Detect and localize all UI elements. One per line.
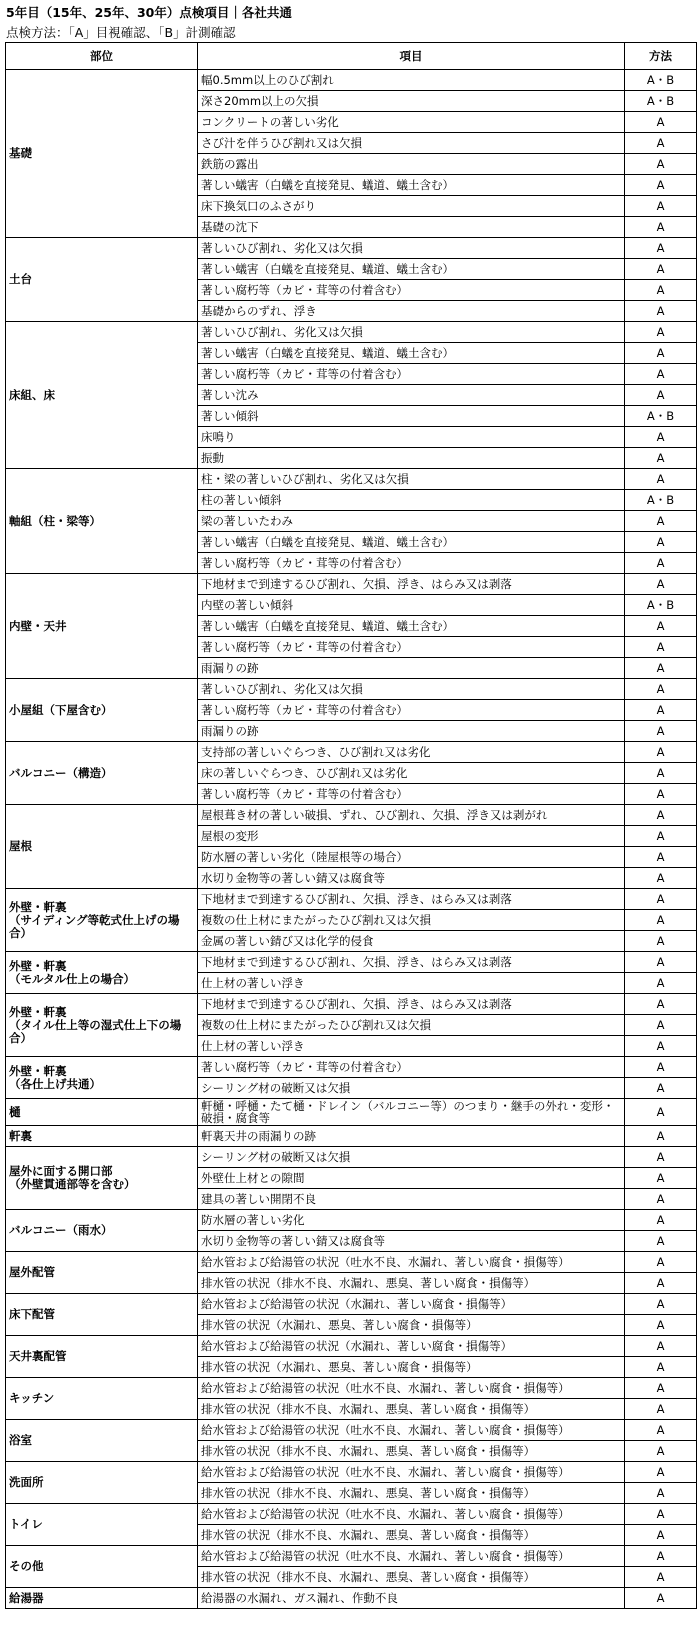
item-cell: 防水層の著しい劣化（陸屋根等の場合） — [198, 847, 625, 868]
item-cell: 下地材まで到達するひび割れ、欠損、浮き、はらみ又は剥落 — [198, 994, 625, 1015]
method-cell: A — [625, 1057, 697, 1078]
item-cell: 給水管および給湯管の状況（水漏れ、著しい腐食・損傷等） — [198, 1294, 625, 1315]
method-cell: A — [625, 1210, 697, 1231]
part-cell — [6, 322, 198, 469]
part-label-line: 床下配管 — [9, 1307, 55, 1321]
item-cell: コンクリートの著しい劣化 — [198, 112, 625, 133]
item-cell: 著しい蟻害（白蟻を直接発見、蟻道、蟻土含む） — [198, 532, 625, 553]
part-cell — [6, 238, 198, 322]
part-cell — [6, 1420, 198, 1462]
method-cell: A — [625, 763, 697, 784]
part-label-line: バルコニー（雨水） — [9, 1223, 113, 1237]
item-cell: シーリング材の破断又は欠損 — [198, 1147, 625, 1168]
method-cell: A — [625, 1078, 697, 1099]
table-row — [6, 70, 697, 91]
table-row — [6, 238, 697, 259]
method-cell: A — [625, 700, 697, 721]
method-cell: A — [625, 721, 697, 742]
item-cell: 排水管の状況（排水不良、水漏れ、悪臭、著しい腐食・損傷等） — [198, 1483, 625, 1504]
item-cell: シーリング材の破断又は欠損 — [198, 1078, 625, 1099]
method-cell: A — [625, 742, 697, 763]
part-label-line: 浴室 — [9, 1433, 32, 1447]
part-cell — [6, 742, 198, 805]
method-cell: A — [625, 301, 697, 322]
part-label-line: 合） — [9, 1030, 32, 1045]
item-cell: 著しい腐朽等（カビ・茸等の付着含む） — [198, 364, 625, 385]
part-label-line: （サイディング等乾式仕上げの場 — [9, 912, 180, 927]
method-cell: A — [625, 469, 697, 490]
part-cell — [6, 1294, 198, 1336]
item-cell: 仕上材の著しい浮き — [198, 1036, 625, 1057]
method-cell: A — [625, 973, 697, 994]
item-cell: 複数の仕上材にまたがったひび割れ又は欠損 — [198, 910, 625, 931]
item-cell: 著しい沈み — [198, 385, 625, 406]
item-cell: 振動 — [198, 448, 625, 469]
method-cell: A — [625, 805, 697, 826]
part-label-line: 外壁・軒裏 — [9, 958, 67, 973]
part-label-line: 基礎 — [9, 146, 32, 160]
method-cell: A — [625, 133, 697, 154]
method-cell: A — [625, 952, 697, 973]
inspection-table — [5, 42, 697, 1609]
item-cell: 著しいひび割れ、劣化又は欠損 — [198, 238, 625, 259]
part-cell — [6, 469, 198, 574]
method-cell: A — [625, 1567, 697, 1588]
item-cell: 著しい蟻害（白蟻を直接発見、蟻道、蟻土含む） — [198, 175, 625, 196]
item-cell: 建具の著しい開閉不良 — [198, 1189, 625, 1210]
part-label-line: 樋 — [9, 1104, 21, 1119]
item-cell: 水切り金物等の著しい錆又は腐食等 — [198, 868, 625, 889]
method-cell: A — [625, 1036, 697, 1057]
item-cell: 排水管の状況（排水不良、水漏れ、悪臭、著しい腐食・損傷等） — [198, 1441, 625, 1462]
method-cell: A — [625, 847, 697, 868]
part-label-line: 外壁・軒裏 — [9, 1004, 67, 1019]
part-cell — [6, 70, 198, 238]
part-cell — [6, 1462, 198, 1504]
part-cell — [6, 1147, 198, 1210]
method-cell: A — [625, 1315, 697, 1336]
table-row — [6, 1588, 697, 1609]
item-cell: 給湯器の水漏れ、ガス漏れ、作動不良 — [198, 1588, 625, 1609]
item-cell: 基礎からのずれ、浮き — [198, 301, 625, 322]
item-cell: 屋根の変形 — [198, 826, 625, 847]
item-cell: 下地材まで到達するひび割れ、欠損、浮き、はらみ又は剥落 — [198, 952, 625, 973]
item-cell: 排水管の状況（排水不良、水漏れ、悪臭、著しい腐食・損傷等） — [198, 1273, 625, 1294]
item-cell: 著しい蟻害（白蟻を直接発見、蟻道、蟻土含む） — [198, 259, 625, 280]
item-cell: 床下換気口のふさがり — [198, 196, 625, 217]
method-cell: A — [625, 1015, 697, 1036]
part-label-line: （各仕上げ共通） — [9, 1076, 101, 1091]
method-cell: A — [625, 1546, 697, 1567]
part-cell — [6, 1099, 198, 1126]
table-row — [6, 1210, 697, 1231]
item-cell: 給水管および給湯管の状況（吐水不良、水漏れ、著しい腐食・損傷等） — [198, 1504, 625, 1525]
part-label-line: 屋外配管 — [9, 1265, 55, 1279]
item-cell: 仕上材の著しい浮き — [198, 973, 625, 994]
item-cell: 著しい腐朽等（カビ・茸等の付着含む） — [198, 553, 625, 574]
method-cell: A — [625, 1357, 697, 1378]
item-cell: 著しいひび割れ、劣化又は欠損 — [198, 679, 625, 700]
part-label-line: 土台 — [9, 272, 32, 286]
table-row — [6, 322, 697, 343]
item-cell: 給水管および給湯管の状況（吐水不良、水漏れ、著しい腐食・損傷等） — [198, 1378, 625, 1399]
item-cell: 排水管の状況（水漏れ、悪臭、著しい腐食・損傷等） — [198, 1315, 625, 1336]
table-row — [6, 952, 697, 973]
part-label-line: 小屋組（下屋含む） — [9, 702, 113, 717]
method-cell: A — [625, 259, 697, 280]
item-cell: 排水管の状況（排水不良、水漏れ、悪臭、著しい腐食・損傷等） — [198, 1399, 625, 1420]
page-title: 5年目（15年、25年、30年）点検項目｜各社共通 — [6, 5, 292, 20]
item-cell: 幅0.5mm以上のひび割れ — [198, 70, 625, 91]
method-cell: A — [625, 1252, 697, 1273]
item-cell: 支持部の著しいぐらつき、ひび割れ又は劣化 — [198, 742, 625, 763]
method-cell: A — [625, 1504, 697, 1525]
item-cell: 屋根葺き材の著しい破損、ずれ、ひび割れ、欠損、浮き又は剥がれ — [198, 805, 625, 826]
part-label-line: 床組、床 — [9, 387, 55, 402]
part-label-line: 合） — [9, 925, 32, 940]
item-cell: 鉄筋の露出 — [198, 154, 625, 175]
method-cell: A — [625, 994, 697, 1015]
method-cell: A — [625, 1126, 697, 1147]
method-cell: A — [625, 511, 697, 532]
item-cell: 下地材まで到達するひび割れ、欠損、浮き、はらみ又は剥落 — [198, 574, 625, 595]
table-row — [6, 469, 697, 490]
table-row — [6, 994, 697, 1015]
table-row — [6, 1099, 697, 1126]
method-cell: A — [625, 532, 697, 553]
part-cell — [6, 1126, 198, 1147]
method-cell: A — [625, 1420, 697, 1441]
table-row — [6, 1057, 697, 1078]
item-cell: 著しい腐朽等（カビ・茸等の付着含む） — [198, 280, 625, 301]
method-cell: A — [625, 637, 697, 658]
part-label-line: 内壁・天井 — [9, 618, 67, 633]
method-cell: A — [625, 910, 697, 931]
method-cell: A — [625, 343, 697, 364]
method-cell: A・B — [625, 91, 697, 112]
item-cell: 雨漏りの跡 — [198, 658, 625, 679]
method-cell: A — [625, 616, 697, 637]
part-cell — [6, 1504, 198, 1546]
item-cell: 著しい腐朽等（カビ・茸等の付着含む） — [198, 637, 625, 658]
item-cell: 複数の仕上材にまたがったひび割れ又は欠損 — [198, 1015, 625, 1036]
part-label-line: 屋外に面する開口部 — [9, 1164, 113, 1178]
column-header-item: 項目 — [198, 43, 625, 70]
item-cell: 柱の著しい傾斜 — [198, 490, 625, 511]
column-header-method: 方法 — [625, 43, 697, 70]
item-cell: 外壁仕上材との隙間 — [198, 1168, 625, 1189]
item-cell: 著しい傾斜 — [198, 406, 625, 427]
method-cell: A — [625, 1336, 697, 1357]
method-cell: A — [625, 1399, 697, 1420]
method-cell: A — [625, 826, 697, 847]
part-cell — [6, 1378, 198, 1420]
method-cell: A — [625, 322, 697, 343]
method-cell: A — [625, 175, 697, 196]
method-cell: A — [625, 1441, 697, 1462]
method-cell: A — [625, 868, 697, 889]
part-label-line: 外壁・軒裏 — [9, 899, 67, 914]
item-cell: 軒裏天井の雨漏りの跡 — [198, 1126, 625, 1147]
item-cell: 梁の著しいたわみ — [198, 511, 625, 532]
part-label-line: （タイル仕上等の湿式仕上下の場 — [9, 1017, 182, 1032]
item-cell: 著しい蟻害（白蟻を直接発見、蟻道、蟻土含む） — [198, 616, 625, 637]
part-cell — [6, 889, 198, 952]
part-cell — [6, 1210, 198, 1252]
part-cell — [6, 1057, 198, 1099]
item-cell: 著しい腐朽等（カビ・茸等の付着含む） — [198, 784, 625, 805]
part-cell — [6, 679, 198, 742]
method-cell: A — [625, 889, 697, 910]
item-cell: 雨漏りの跡 — [198, 721, 625, 742]
part-cell — [6, 1252, 198, 1294]
item-cell: 深さ20mm以上の欠損 — [198, 91, 625, 112]
table-row — [6, 1420, 697, 1441]
item-cell: さび汁を伴うひび割れ又は欠損 — [198, 133, 625, 154]
method-cell: A — [625, 196, 697, 217]
method-cell: A — [625, 658, 697, 679]
method-cell: A — [625, 280, 697, 301]
table-body — [6, 70, 697, 1609]
item-cell: 排水管の状況（水漏れ、悪臭、著しい腐食・損傷等） — [198, 1357, 625, 1378]
item-cell: 給水管および給湯管の状況（吐水不良、水漏れ、著しい腐食・損傷等） — [198, 1252, 625, 1273]
part-cell — [6, 994, 198, 1057]
method-cell: A — [625, 931, 697, 952]
method-cell: A — [625, 1378, 697, 1399]
part-label-line: 天井裏配管 — [9, 1349, 67, 1363]
part-label-line: 外壁・軒裏 — [9, 1063, 67, 1078]
part-label-line: その他 — [9, 1559, 44, 1573]
method-cell: A — [625, 1231, 697, 1252]
item-cell: 著しいひび割れ、劣化又は欠損 — [198, 322, 625, 343]
item-cell: 柱・梁の著しいひび割れ、劣化又は欠損 — [198, 469, 625, 490]
item-cell: 防水層の著しい劣化 — [198, 1210, 625, 1231]
method-note: 点検方法：「A」目視確認、「B」計測確認 — [6, 25, 236, 40]
table-row — [6, 1126, 697, 1147]
table-row — [6, 1147, 697, 1168]
method-cell: A — [625, 385, 697, 406]
method-cell: A — [625, 1462, 697, 1483]
item-cell: 給水管および給湯管の状況（吐水不良、水漏れ、著しい腐食・損傷等） — [198, 1546, 625, 1567]
part-cell — [6, 1336, 198, 1378]
table-row — [6, 574, 697, 595]
method-cell: A — [625, 553, 697, 574]
item-cell: 著しい蟻害（白蟻を直接発見、蟻道、蟻土含む） — [198, 343, 625, 364]
part-cell — [6, 805, 198, 889]
table-row — [6, 1504, 697, 1525]
table-row — [6, 1546, 697, 1567]
method-cell: A — [625, 1147, 697, 1168]
method-cell: A — [625, 427, 697, 448]
table-row — [6, 1378, 697, 1399]
item-cell: 給水管および給湯管の状況（吐水不良、水漏れ、著しい腐食・損傷等） — [198, 1462, 625, 1483]
part-cell — [6, 574, 198, 679]
table-row — [6, 889, 697, 910]
part-label-line: 軸組（柱・梁等） — [9, 513, 101, 528]
part-label-line: 屋根 — [9, 839, 32, 853]
part-label-line: 軒裏 — [9, 1128, 32, 1143]
table-header-row — [6, 43, 697, 70]
part-cell — [6, 1588, 198, 1609]
item-cell: 床鳴り — [198, 427, 625, 448]
method-cell: A・B — [625, 490, 697, 511]
method-cell: A — [625, 238, 697, 259]
item-cell: 水切り金物等の著しい錆又は腐食等 — [198, 1231, 625, 1252]
table-row — [6, 1336, 697, 1357]
item-cell: 内壁の著しい傾斜 — [198, 595, 625, 616]
method-cell: A・B — [625, 406, 697, 427]
method-cell: A — [625, 364, 697, 385]
method-cell: A — [625, 574, 697, 595]
item-cell: 排水管の状況（排水不良、水漏れ、悪臭、著しい腐食・損傷等） — [198, 1525, 625, 1546]
table-row — [6, 805, 697, 826]
column-header-part: 部位 — [6, 43, 198, 70]
item-cell: 床の著しいぐらつき、ひび割れ又は劣化 — [198, 763, 625, 784]
item-cell: 著しい腐朽等（カビ・茸等の付着含む） — [198, 700, 625, 721]
item-cell: 金属の著しい錆び又は化学的侵食 — [198, 931, 625, 952]
method-cell: A — [625, 1273, 697, 1294]
method-cell: A — [625, 1483, 697, 1504]
method-cell: A — [625, 217, 697, 238]
part-label-line: キッチン — [9, 1391, 55, 1405]
table-row — [6, 742, 697, 763]
item-cell: 著しい腐朽等（カビ・茸等の付着含む） — [198, 1057, 625, 1078]
method-cell: A・B — [625, 70, 697, 91]
table-row — [6, 1252, 697, 1273]
method-cell: A — [625, 1525, 697, 1546]
part-label-line: 洗面所 — [9, 1475, 44, 1489]
table-row — [6, 1294, 697, 1315]
part-label-line: バルコニー（構造） — [9, 765, 113, 780]
item-cell: 排水管の状況（排水不良、水漏れ、悪臭、著しい腐食・損傷等） — [198, 1567, 625, 1588]
item-cell: 下地材まで到達するひび割れ、欠損、浮き、はらみ又は剥落 — [198, 889, 625, 910]
method-cell: A — [625, 1294, 697, 1315]
method-cell: A — [625, 1099, 697, 1126]
part-cell — [6, 952, 198, 994]
part-label-line: トイレ — [9, 1517, 43, 1531]
item-cell: 給水管および給湯管の状況（吐水不良、水漏れ、著しい腐食・損傷等） — [198, 1420, 625, 1441]
table-row — [6, 679, 697, 700]
item-cell: 軒樋・呼樋・たて樋・ドレイン（バルコニー等）のつまり・継手の外れ・変形・破損・腐食等 — [198, 1099, 625, 1126]
method-cell: A — [625, 112, 697, 133]
method-cell: A — [625, 1168, 697, 1189]
part-label-line: （モルタル仕上の場合） — [9, 971, 136, 986]
method-cell: A — [625, 448, 697, 469]
table-row — [6, 1462, 697, 1483]
method-cell: A — [625, 679, 697, 700]
method-cell: A — [625, 1588, 697, 1609]
method-cell: A・B — [625, 595, 697, 616]
method-cell: A — [625, 784, 697, 805]
part-cell — [6, 1546, 198, 1588]
item-cell: 基礎の沈下 — [198, 217, 625, 238]
part-label-line: 給湯器 — [9, 1590, 44, 1605]
item-cell: 給水管および給湯管の状況（水漏れ、著しい腐食・損傷等） — [198, 1336, 625, 1357]
part-label-line: （外壁貫通部等を含む） — [9, 1177, 136, 1191]
method-cell: A — [625, 1189, 697, 1210]
method-cell: A — [625, 154, 697, 175]
